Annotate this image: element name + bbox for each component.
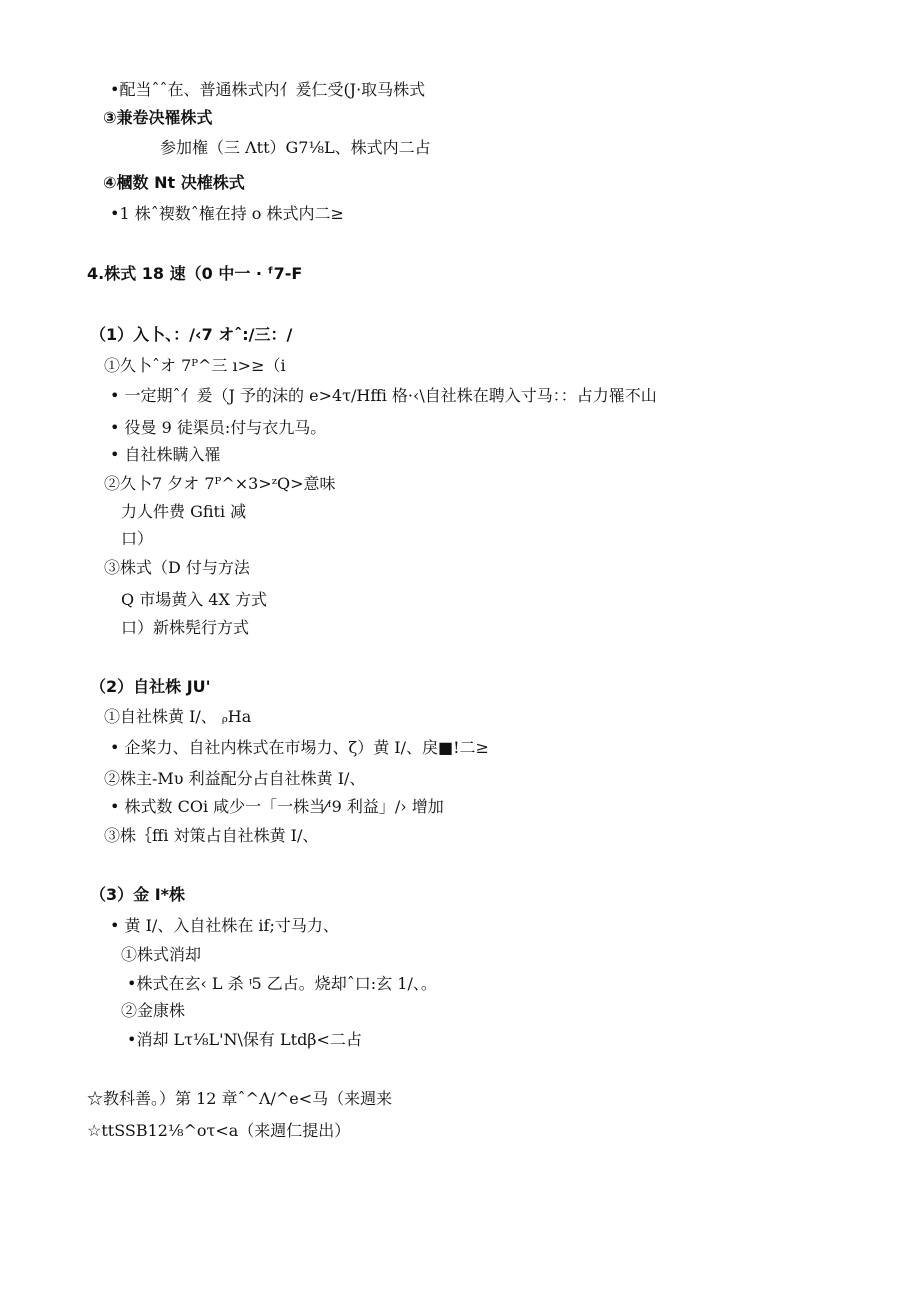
text-line: •配当ˆˆ在、普通株式内亻爰仁受(J·取马株式 [110,80,426,99]
text-line: •消却 Lτ⅛L'N\保有 Ltdβ<二占 [127,1030,362,1049]
bullet-item: • 一定期ˆ亻爰（J 予的沫的 e>4τ/Hffi 格·‹\自社株在聘入寸马：：占力罹不山 [110,386,657,405]
text-line: ②金康株 [121,1001,186,1020]
text-line: 参加権（三 Λtt）G7⅛L、株式内二占 [160,138,431,157]
text-line: ①株式消却 [121,945,202,964]
note-line: ☆ttSSB12⅛^oτ<a（来週仁提出） [87,1121,351,1140]
text-line: ①自社株黄 I/、 ᵨHa [104,707,252,726]
text-line: ③株式（D 付与方法 [104,558,250,577]
bullet-item: • 企桨力、自社内株式在市埸力、ζ）黄 I/、戾■!二≥ [110,738,489,757]
text-line: 力人件费 Gfiti 减 [121,502,247,521]
bullet-item: • 黄 I/、入自社株在 if;寸马力、 [110,916,339,935]
bullet-item: • 自社株瞒入罹 [110,445,221,464]
text-line: Q 市場黄入 4X 方式 [121,590,267,609]
text-line: •株式在玄‹ L 杀 ᵎ5 乙占。烧却ˆ口:玄 1/、。 [127,974,437,993]
subsection-heading: ③兼卷决罹株式 [103,108,213,127]
subsection-heading: （2）自社株 JU' [90,677,211,696]
text-line: ②株主-Mυ 利益配分占自社株黄 I/、 [104,769,366,788]
text-line: 口）新株髡行方式 [121,618,250,637]
text-line: ②久卜7 夕オ 7ᴾ^×3>ᶻQ>意味 [104,474,336,493]
bullet-item: • 株式数 COi 咸少一「一株当⁄ᶦ9 利益」/› 增加 [110,797,444,816]
text-line: 口） [121,529,154,548]
subsection-heading: ④槶数 Nt 决榷株式 [103,173,245,192]
text-line: ①久卜ˆオ 7ᴾ^三 ı>≥（i [104,356,286,375]
bullet-item: • 役曼 9 徒渠员:付与衣九马。 [110,418,327,437]
subsection-heading: （3）金 I*株 [90,885,186,904]
section-heading: 4.株式 18 速（0 中一 · ᶠ7-F [87,264,303,283]
text-line: •1 株ˆ褉数ˆ権在持 o 株式内二≥ [110,204,344,223]
text-line: ③株｛ffi 対策占自社株黄 I/、 [104,826,319,845]
subsection-heading: （1）入卜、：/‹7 オˆ:/三：/ [90,325,293,344]
note-line: ☆教科善。）第 12 章ˆ^Λ/^e<马（来週来 [87,1089,393,1108]
